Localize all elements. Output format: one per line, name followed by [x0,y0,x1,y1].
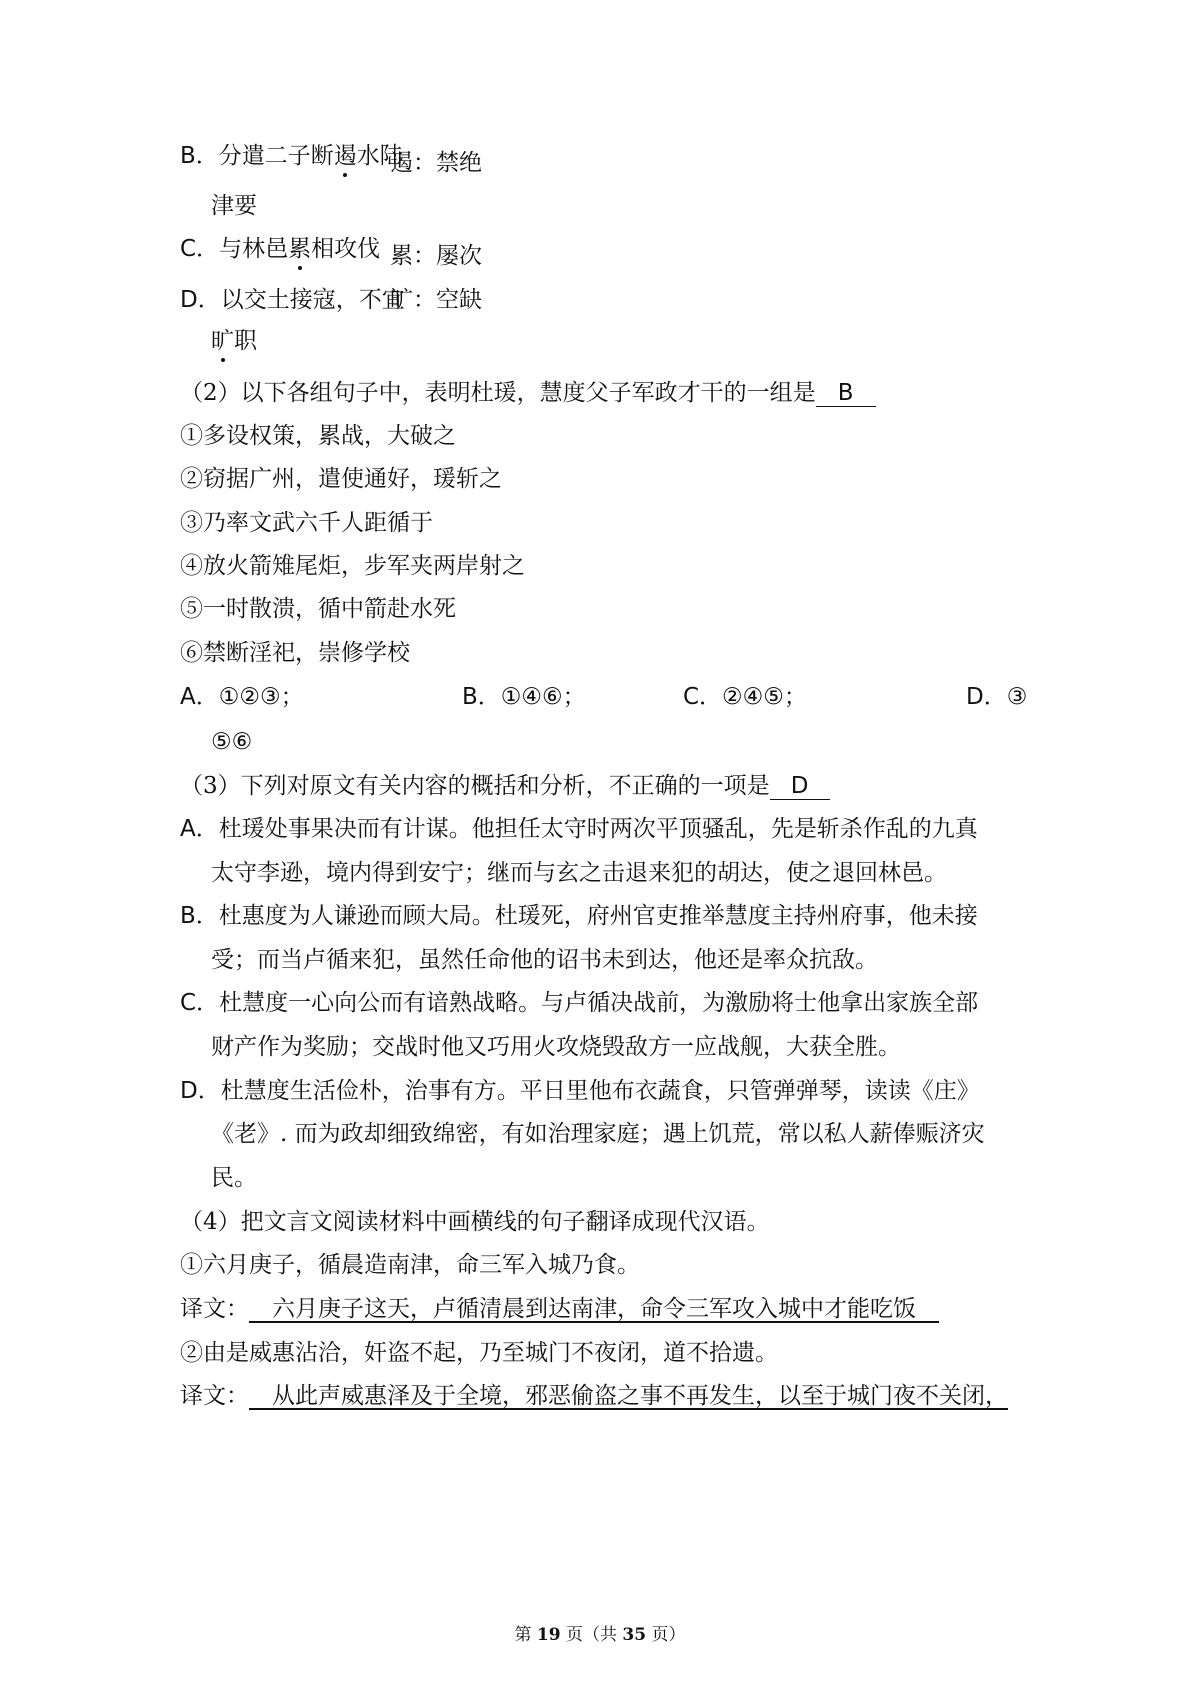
q2-item-6: ⑥禁断淫祀，崇修学校 [180,640,410,666]
q4-translation-2-label: 译文： [180,1383,249,1409]
q3-option-b-line1: 杜惠度为人谦逊而顾大局。杜瑗死，府州官吏推举慧度主持州府事，他未接 [218,903,978,929]
q3-option-a-line1: 杜瑗处事果决而有计谋。他担任太守时两次平顶骚乱，先是斩杀作乱的九真 [218,816,978,842]
q4-translation-2-body: 从此声威惠泽及于全境，邪恶偷盗之事不再发生，以至于城门夜不关闭， [272,1383,1008,1409]
q1-option-b-text-post: 水陆 [356,143,403,169]
q1-option-d-gloss: 旷：空缺 [390,287,482,313]
q2-option-c: C．②④⑤； [683,684,807,710]
q1-option-d [180,285,405,315]
q2-option-b: B．①④⑥； [462,684,586,710]
q3-option-b [180,901,978,931]
q4-translation-1 [180,1294,939,1324]
page-footer [0,1620,1200,1645]
q1-option-b-dotted-char: 遏 [333,143,357,169]
q2-stem-text: （2）以下各组句子中，表明杜瑗，慧度父子军政才干的一组是 [180,380,816,406]
q4-translation-1-body: 六月庚子这天，卢循清晨到达南津，命令三军攻入城中才能吃饭 [272,1296,916,1322]
q1-option-c [180,234,380,264]
q1-option-b-cont: 津要 [211,193,257,219]
q1-option-d-dotted-char: 旷 [211,328,234,354]
q2-item-2: ②窃据广州，遣使通好，瑗斩之 [180,466,502,492]
q1-option-c-label: C． [180,236,220,262]
q3-option-c-line2: 财产作为奖励；交战时他又巧用火攻烧毁敌方一应战舰，大获全胜。 [211,1034,901,1060]
q2-item-3: ③乃率文武六千人距循于 [180,510,433,536]
q2-item-4: ④放火箭雉尾炬，步军夹两岸射之 [180,553,525,579]
q1-option-d-cont [211,326,257,356]
q1-option-c-gloss: 累：屡次 [390,243,482,269]
q4-translation-1-label: 译文： [180,1296,249,1322]
q3-option-a-label: A． [180,816,219,842]
q2-item-5: ⑤一时散溃，循中箭赴水死 [180,596,456,622]
q4-translation-2 [180,1381,1008,1411]
q3-answer-blank: D [770,773,830,800]
q3-stem-text: （3）下列对原文有关内容的概括和分析，不正确的一项是 [180,773,770,799]
q2-answer-blank: B [816,380,876,407]
q1-option-b-text-pre: 分遣二子断 [218,143,334,169]
q1-option-d-label: D． [180,287,221,313]
q3-option-d-line2: 《老》. 而为政却细致绵密，有如治理家庭；遇上饥荒，常以私人薪俸赈济灾 [211,1121,985,1147]
q3-option-c-label: C． [180,990,220,1016]
q3-option-b-line2: 受；而当卢循来犯，虽然任命他的诏书未到达，他还是率众抗敌。 [211,947,878,973]
footer-mid: 页（共 [566,1625,617,1645]
q3-stem [180,771,830,801]
footer-total-pages: 35 [622,1625,647,1645]
q1-option-d-text: 以交土接寇，不宜 [220,287,405,313]
q4-stem: （4）把文言文阅读材料中画横线的句子翻译成现代汉语。 [180,1209,770,1235]
q4-translation-2-text [249,1383,1008,1409]
q4-sentence-2: ②由是威惠沾洽，奸盗不起，乃至城门不夜闭，道不拾遗。 [180,1340,778,1366]
q1-option-d-cont-post: 职 [234,328,257,354]
q3-option-d-line1: 杜慧度生活俭朴，治事有方。平日里他布衣蔬食，只管弹弹琴，读读《庄》 [220,1078,980,1104]
q1-option-b-label: B． [180,143,219,169]
footer-page-number: 19 [536,1625,561,1645]
q3-option-a-line2: 太守李逊，境内得到安宁；继而与玄之击退来犯的胡达，使之退回林邑。 [211,860,947,886]
q3-option-d [180,1076,980,1106]
q3-option-c [180,988,978,1018]
q4-translation-1-text [249,1296,939,1322]
q2-option-d-cont: ⑤⑥ [211,729,253,755]
q1-option-b [180,141,403,171]
q2-item-1: ①多设权策，累战，大破之 [180,423,456,449]
q4-sentence-1: ①六月庚子，循晨造南津，命三军入城乃食。 [180,1252,640,1278]
q3-option-c-line1: 杜慧度一心向公而有谙熟战略。与卢循决战前，为激励将士他拿出家族全部 [219,990,979,1016]
q2-option-d: D．③ [966,684,1028,710]
footer-pre: 第 [514,1625,532,1645]
q3-option-d-label: D． [180,1078,221,1104]
q3-option-d-line3: 民。 [211,1165,257,1191]
q1-option-b-gloss: 遏：禁绝 [390,150,482,176]
q1-option-c-text-pre: 与林邑 [219,236,289,262]
q3-option-a [180,814,978,844]
q2-option-a: A．①②③； [180,684,304,710]
footer-post: 页） [651,1625,686,1645]
q3-option-b-label: B． [180,903,219,929]
q2-stem [180,378,876,408]
q1-option-c-dotted-char: 累 [288,236,312,262]
q1-option-c-text-post: 相攻伐 [311,236,381,262]
